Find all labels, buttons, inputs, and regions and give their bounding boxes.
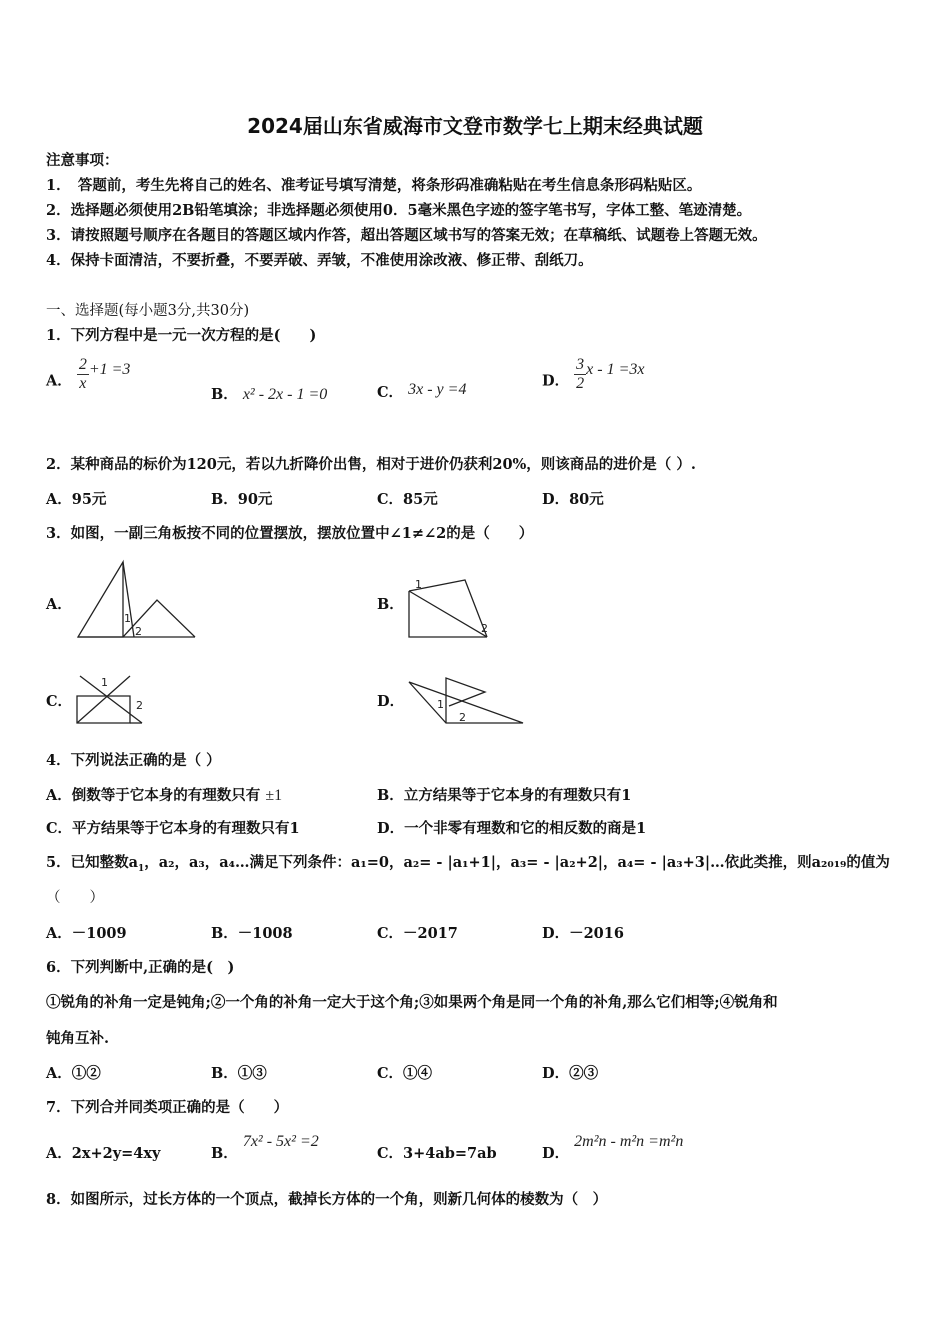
fraction	[77, 356, 89, 393]
answer-paren: （ ）	[46, 890, 104, 906]
diagonal-down	[80, 676, 142, 723]
expression: ±1	[265, 787, 283, 804]
q5-option-b: B．－1008	[211, 925, 293, 942]
stem-part: 5．已知整数a	[46, 854, 138, 871]
question-1-stem: 1．下列方程中是一元一次方程的是( )	[46, 327, 317, 344]
question-4-stem: 4．下列说法正确的是（ ）	[46, 752, 221, 769]
angle-1-label: 1	[437, 698, 444, 711]
q4-option-c: C．平方结果等于它本身的有理数只有1	[46, 820, 300, 837]
q3-figure-d	[405, 672, 529, 728]
q6-option-d: D．②③	[542, 1065, 599, 1082]
angle-2-label: 2	[135, 625, 142, 638]
angle-2-label: 2	[136, 699, 143, 712]
stem-part: ，a₂，a₃，a₄…满足下列条件：a₁=0，a₂= - |a₁+1|，a₃= - |a₂+2|，a₄= - |a₃+3|…依此类推，则a₂₀₁₉的值为	[144, 854, 890, 871]
q7-option-d	[542, 1133, 684, 1164]
q7-option-a: A．2x+2y=4xy	[46, 1145, 161, 1162]
expression: +1 =3	[88, 360, 131, 378]
notice-heading: 注意事项：	[46, 152, 119, 169]
option-text: A．倒数等于它本身的有理数只有	[46, 787, 261, 804]
q6-option-c: C．①④	[377, 1065, 433, 1082]
question-7-stem: 7．下列合并同类项正确的是（ ）	[46, 1099, 289, 1116]
angle-1-label: 1	[101, 676, 108, 689]
notice-item: 2．选择题必须使用2B铅笔填涂；非选择题必须使用0．5毫米黑色字迹的签字笔书写，字体工整、笔迹清楚。	[46, 202, 752, 219]
question-3-stem: 3．如图，一副三角板按不同的位置摆放，摆放位置中∠1≠∠2的是（ ）	[46, 525, 534, 542]
q5-option-d: D．－2016	[542, 925, 624, 942]
q4-option-a	[46, 786, 282, 806]
subscript: 1	[137, 863, 145, 874]
q7-option-c: C．3+4ab=7ab	[377, 1145, 497, 1162]
q1-option-c	[377, 383, 466, 403]
option-label: D．	[542, 372, 570, 390]
set-square-large	[409, 682, 523, 723]
q2-option-c: C．85元	[377, 491, 438, 508]
angle-1-label: 1	[415, 578, 422, 591]
option-label: D．	[542, 1145, 570, 1162]
q3-figure-c	[74, 672, 158, 728]
q1-option-a	[46, 356, 131, 393]
q3-option-b-label: B．	[377, 596, 404, 613]
q4-option-b: B．立方结果等于它本身的有理数只有1	[377, 787, 632, 804]
expression: x - 1 =3x	[586, 360, 645, 378]
q5-option-a: A．－1009	[46, 925, 127, 942]
denominator: 2	[576, 375, 585, 392]
angle-2-label: 2	[459, 711, 466, 724]
question-8-stem: 8．如图所示，过长方体的一个顶点，截掉长方体的一个角，则新几何体的棱数为（ ）	[46, 1191, 608, 1208]
numerator: 3	[576, 356, 585, 373]
question-2-stem: 2．某种商品的标价为120元，若以九折降价出售，相对于进价仍获利20%，则该商品的进价是（ ）.	[46, 456, 696, 473]
q6-option-b: B．①③	[211, 1065, 267, 1082]
q3-figure-b	[405, 576, 495, 642]
denominator: x	[79, 375, 87, 392]
q2-option-b: B．90元	[211, 491, 273, 508]
q3-option-a-label: A．	[46, 596, 72, 613]
question-6-body: 钝角互补.	[46, 1030, 110, 1047]
expression: x² - 2x - 1 =0	[242, 386, 328, 403]
q1-option-b	[211, 385, 327, 405]
hypotenuse	[123, 562, 134, 637]
question-6-stem: 6．下列判断中,正确的是( )	[46, 959, 235, 976]
notice-item: 4．保持卡面清洁，不要折叠，不要弄破、弄皱，不准使用涂改液、修正带、刮纸刀。	[46, 252, 593, 269]
expression: 3x - y =4	[408, 381, 467, 398]
q6-option-a: A．①②	[46, 1065, 101, 1082]
shared-edge	[409, 591, 487, 637]
question-6-body: ①锐角的补角一定是钝角;②一个角的补角一定大于这个角;③如果两个角是同一个角的补角,那么它们相等;④锐角和	[46, 994, 778, 1011]
option-label: B．	[211, 386, 238, 403]
q3-figure-a	[74, 558, 200, 642]
q3-option-d-label: D．	[377, 693, 405, 710]
angle-1-label: 1	[124, 612, 131, 625]
option-label: C．	[377, 384, 404, 401]
angle-2-label: 2	[481, 622, 488, 635]
q2-option-a: A．95元	[46, 491, 107, 508]
q3-option-c-label: C．	[46, 693, 73, 710]
option-label: B．	[211, 1145, 238, 1162]
set-square-30	[78, 562, 123, 637]
expression: 2m²n - m²n =m²n	[574, 1133, 684, 1150]
q7-option-b	[211, 1133, 319, 1164]
page-title: 2024届山东省威海市文登市数学七上期末经典试题	[247, 114, 703, 138]
q4-option-d: D．一个非零有理数和它的相反数的商是1	[377, 820, 647, 837]
q5-option-c: C．－2017	[377, 925, 458, 942]
q1-option-d	[542, 356, 645, 393]
fraction	[574, 356, 586, 393]
question-5-stem	[46, 853, 890, 879]
notice-item: 1． 答题前，考生先将自己的姓名、准考证号填写清楚，将条形码准确粘贴在考生信息条形码粘贴区。	[46, 177, 702, 194]
numerator: 2	[78, 356, 87, 373]
expression: 7x² - 5x² =2	[242, 1133, 319, 1150]
q2-option-d: D．80元	[542, 491, 604, 508]
notice-item: 3．请按照题号顺序在各题目的答题区域内作答，超出答题区域书写的答案无效；在草稿纸、试题卷上答题无效。	[46, 227, 767, 244]
section-heading: 一、选择题(每小题3分,共30分)	[46, 303, 250, 319]
option-label: A．	[46, 372, 72, 390]
